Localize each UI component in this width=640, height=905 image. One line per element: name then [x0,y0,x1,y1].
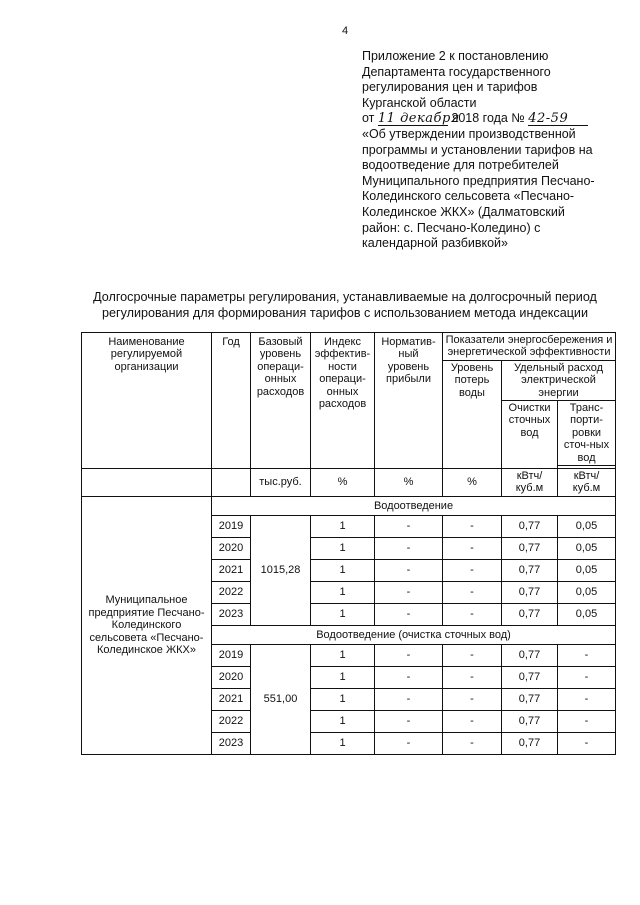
year-cell: 2019 [212,644,251,666]
year-cell: 2022 [212,710,251,732]
units-row [82,469,616,497]
wastewater-cell: 0,77 [502,603,558,625]
transport-cell: - [558,644,616,666]
transport-cell: - [558,710,616,732]
year-cell: 2023 [212,603,251,625]
norm-cell: - [375,710,443,732]
loss-cell: - [443,515,502,537]
header-efficiency-index: Индекс эффектив-ности операци-онных расходов [311,333,375,469]
norm-cell: - [375,559,443,581]
title-line: Долгосрочные параметры регулирования, устанавливаемые на долгосрочный период [93,290,597,304]
units-cell: % [443,469,502,497]
norm-cell: - [375,603,443,625]
loss-cell: - [443,603,502,625]
year-cell: 2020 [212,666,251,688]
wastewater-cell: 0,77 [502,688,558,710]
transport-cell: - [558,688,616,710]
loss-cell: - [443,710,502,732]
wastewater-cell: 0,77 [502,559,558,581]
appendix-line: «Об утверждении производственной [362,126,576,141]
transport-cell: 0,05 [558,537,616,559]
appendix-line: Курганской области [362,95,477,110]
index-cell: 1 [311,732,375,754]
regulation-parameters-table [81,332,616,755]
header-specific-consumption: Удельный расход электрической энергии [502,360,616,400]
organization-cell: Муниципальное предприятие Песчано-Колединского сельсовета «Песчано-Колединское ЖКХ» [82,496,212,754]
header-base-level: Базовый уровень операци-онных расходов [251,333,311,469]
norm-cell: - [375,666,443,688]
header-wastewater: Очистки сточных вод [502,401,558,469]
year-text: 2018 года № [451,111,525,126]
index-cell: 1 [311,688,375,710]
units-cell: % [375,469,443,497]
loss-cell: - [443,666,502,688]
index-cell: 1 [311,559,375,581]
section-header-row [82,496,616,515]
header-water-loss: Уровень потерь воды [443,360,502,468]
appendix-line: Департамента государственного [362,64,551,79]
wastewater-cell: 0,77 [502,644,558,666]
appendix-line: Муниципального предприятия Песчано- [362,173,595,188]
appendix-line: программы и установлении тарифов на [362,142,593,157]
appendix-line: Колединское ЖКХ» (Далматовский [362,204,565,219]
appendix-line: водоотведение для потребителей [362,158,559,173]
norm-cell: - [375,644,443,666]
wastewater-cell: 0,77 [502,666,558,688]
transport-cell: - [558,732,616,754]
year-cell: 2021 [212,688,251,710]
transport-cell: 0,05 [558,515,616,537]
transport-cell: - [558,666,616,688]
year-cell: 2020 [212,537,251,559]
appendix-line: календарной разбивкой» [362,236,508,251]
appendix-line: Колединского сельсовета «Песчано- [362,189,575,204]
appendix-line: Приложение 2 к постановлению [362,49,549,63]
transport-cell: 0,05 [558,581,616,603]
loss-cell: - [443,688,502,710]
loss-cell: - [443,559,502,581]
year-cell: 2022 [212,581,251,603]
header-year: Год [212,333,251,469]
loss-cell: - [443,732,502,754]
transport-cell: 0,05 [558,603,616,625]
year-cell: 2021 [212,559,251,581]
appendix-date-line [362,111,622,127]
base-level-cell: 1015,28 [251,515,311,625]
wastewater-cell: 0,77 [502,581,558,603]
index-cell: 1 [311,644,375,666]
norm-cell: - [375,688,443,710]
base-level-cell: 551,00 [251,644,311,754]
section-title: Водоотведение (очистка сточных вод) [212,625,616,644]
transport-cell: 0,05 [558,559,616,581]
header-transport: Транс-порти-ровки сточ-ных вод [558,401,616,466]
index-cell: 1 [311,603,375,625]
loss-cell: - [443,581,502,603]
units-cell: % [311,469,375,497]
units-cell: кВтч/ куб.м [502,469,558,497]
norm-cell: - [375,537,443,559]
norm-cell: - [375,732,443,754]
appendix-line: район: с. Песчано-Коледино) с [362,220,541,235]
index-cell: 1 [311,515,375,537]
units-cell [82,469,212,497]
index-cell: 1 [311,581,375,603]
header-row [82,333,616,361]
index-cell: 1 [311,537,375,559]
header-profit-norm: Норматив-ный уровень прибыли [375,333,443,469]
units-cell: тыс.руб. [251,469,311,497]
page-number: 4 [342,25,349,37]
wastewater-cell: 0,77 [502,710,558,732]
appendix-header [362,49,622,252]
units-cell [212,469,251,497]
handwritten-date: 11 декабря [377,111,460,127]
handwritten-number: 42-59 [528,112,588,126]
year-cell: 2023 [212,732,251,754]
appendix-line: регулирования цен и тарифов [362,80,538,95]
units-cell: кВтч/ куб.м [558,469,616,497]
document-title [60,290,630,321]
wastewater-cell: 0,77 [502,732,558,754]
from-label: от [362,111,375,126]
norm-cell: - [375,515,443,537]
wastewater-cell: 0,77 [502,515,558,537]
year-cell: 2019 [212,515,251,537]
title-line: регулирования для формирования тарифов с использованием метода индексации [102,305,588,320]
header-org: Наименование регулируемой организации [82,333,212,469]
index-cell: 1 [311,710,375,732]
norm-cell: - [375,581,443,603]
index-cell: 1 [311,666,375,688]
section-title: Водоотведение [212,496,616,515]
loss-cell: - [443,644,502,666]
header-energy-group: Показатели энергосбережения и энергетической эффективности [443,333,616,361]
wastewater-cell: 0,77 [502,537,558,559]
loss-cell: - [443,537,502,559]
